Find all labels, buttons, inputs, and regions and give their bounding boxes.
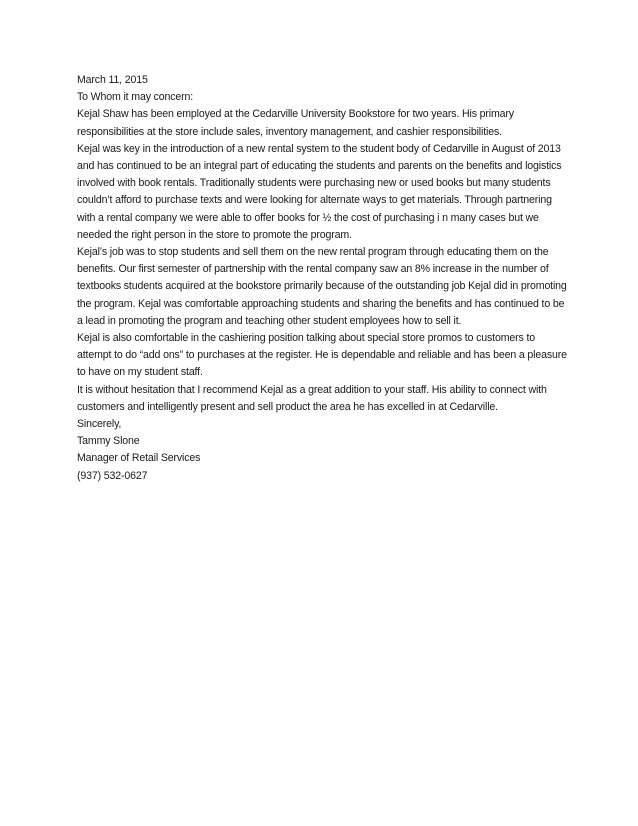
signer-name: Tammy Slone xyxy=(77,435,140,448)
letter-closing: Sincerely, xyxy=(77,418,122,431)
signature-block xyxy=(77,433,567,485)
body-paragraph-2: Kejal was key in the introduction of a new rental system to the student body of Cedarville in August of 2013 and has continued to be an integral part of educating the students and parents on the benefits and logistics involved with book rentals. Traditionally students were purchasing new or used books but many students couldn’t afford to purchase texts and were looking for alternate ways to get materials. Through partnering with a rental company we were able to offer books for ½ the cost of purchasing i n many cases but we needed the right person in the store to promote the program. xyxy=(77,142,562,241)
body-paragraph-1: Kejal Shaw has been employed at the Cedarville University Bookstore for two years. His primary responsibilities at the store include sales, inventory management, and cashier responsibilities. xyxy=(77,108,514,138)
letter-salutation: To Whom it may concern: xyxy=(77,91,194,104)
recommendation-letter xyxy=(77,72,567,485)
body-paragraph-5: It is without hesitation that I recommend Kejal as a great addition to your staff. His ability to connect with customers and intelligently present and sell product the area he has excelled in at Cedarville. xyxy=(77,383,547,413)
signer-title: Manager of Retail Services xyxy=(77,452,201,465)
body-paragraph-3: Kejal’s job was to stop students and sell them on the new rental program through educating them on the benefits. Our first semester of partnership with the rental company saw an 8% increase in the number of textbooks students acquired at the bookstore primarily because of the outstanding job Kejal did in promoting the program. Kejal was comfortable approaching students and sharing the benefits and has continued to be a lead in promoting the program and teaching other student employees how to sell it. xyxy=(77,246,567,327)
signer-phone: (937) 532-0627 xyxy=(77,469,148,482)
letter-date: March 11, 2015 xyxy=(77,74,148,86)
body-paragraph-4: Kejal is also comfortable in the cashiering position talking about special store promos to customers to attempt to do “add ons” to purchases at the register. He is dependable and reliable and has been a pleasure to have on my student staff. xyxy=(77,332,567,379)
